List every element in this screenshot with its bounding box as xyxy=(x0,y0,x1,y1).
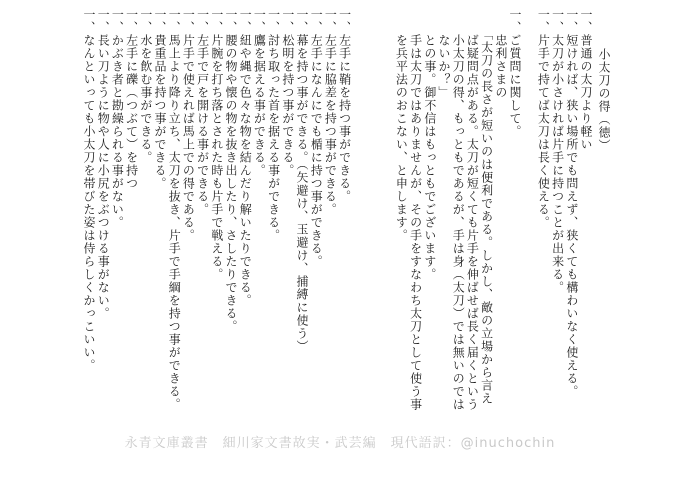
text-line: 一、普通の太刀より軽い xyxy=(579,8,593,151)
text-line: 忠利さまの xyxy=(493,8,508,99)
text-line: 一、なんといっても小太刀を帯びた姿は侍らしくかっこいい。 xyxy=(82,8,96,372)
text-line: 一、水を飲む事ができる。 xyxy=(138,8,153,164)
text-line: 一、松明を持つ事ができる。 xyxy=(280,8,295,177)
text-line: 一、長い刀ように物や人に小尻をぶつける事がない。 xyxy=(96,8,111,320)
text-line: 一、鷹を据える事ができる。 xyxy=(252,8,267,177)
text-line: 一、片腕を打ち落とされた時も片手で戦える。 xyxy=(209,8,224,281)
text-line: 一、馬上より降り立ち、太刀を抜き、片手で手綱を持つ事ができる。 xyxy=(167,8,182,411)
text-line: 一、かぶき者と勘繰られる事がない。 xyxy=(110,8,125,229)
document-title: 小太刀の得（徳） xyxy=(597,48,611,152)
text-line: 一、幕を持つ事ができる。（矢避け、玉避け、捕縛に使う） xyxy=(295,8,309,353)
text-line: 一、左手で戸を開ける事ができる。 xyxy=(195,8,210,216)
text-line: 一、左手に脇差を持つ事ができる。 xyxy=(323,8,338,216)
text-line: 一、腰の物や懐の物を抜き出したり、さしたりできる。 xyxy=(224,8,238,333)
text-line: 一、ご質問に関して。 xyxy=(508,8,522,138)
text-line: ば疑問点がある。太刀が短くても片手を伸ばせば長く届くという xyxy=(465,8,480,411)
text-line: 手は太刀ではありませんが、その手をすなわち太刀として使う事 xyxy=(408,8,423,411)
text-line: 一、貴重品を持つ事ができる。 xyxy=(153,8,167,190)
text-line: を兵平法のおこない、と申します。 xyxy=(394,8,409,242)
text-line: 一、太刀が小さければ片手に持つことが出来る。 xyxy=(550,8,565,294)
text-line: 「太刀の長さが短いのは便利である。しかし、敵の立場から言え xyxy=(479,8,494,405)
text-line: 一、討ち取った首を据える事ができる。 xyxy=(266,8,281,242)
text-line: 一、片手で持てば太刀は長く使える。 xyxy=(536,8,551,229)
text-line: ないか？」 xyxy=(437,8,451,99)
text-line: 一、左手に鞘を持つ事ができる。 xyxy=(337,8,352,203)
text-line: 一、左手になんにでも楯に持つ事ができる。 xyxy=(309,8,324,268)
text-line: との事。御不信はもっともでございます。 xyxy=(422,8,437,281)
text-line: 一、左手に礫（つぶて）を持つ xyxy=(124,8,139,190)
text-line: 一、短ければ、狭い場所でも問えず、狭くても構わいなく使える。 xyxy=(564,8,579,398)
text-line: 小太刀の得、もっともであるが、手は身（太刀）では無いのでは xyxy=(451,8,466,411)
text-line: 一、紐や縄で色々な物を結んだり解いたりできる。 xyxy=(238,8,253,307)
footer-watermark: 永青文庫叢書 細川家文書故実・武芸編 現代語訳：@inuchochin xyxy=(124,436,556,451)
text-line: 一、片手で使えれば馬上での得である。 xyxy=(181,8,196,242)
